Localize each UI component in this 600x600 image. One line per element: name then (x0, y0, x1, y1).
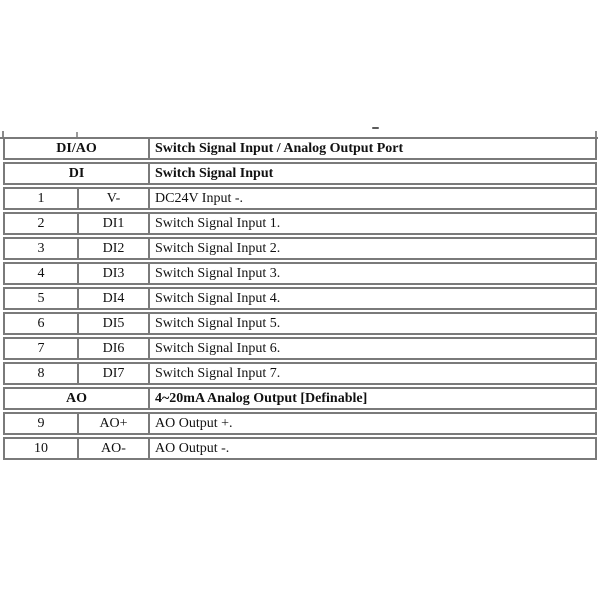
signal-name-cell: AO+ (77, 414, 148, 433)
pin-number-cell: 9 (37, 415, 45, 431)
description-cell: Switch Signal Input 5. (148, 314, 595, 333)
table-row (3, 187, 597, 210)
description-cell: Switch Signal Input 1. (148, 214, 595, 233)
signal-name-cell: DI3 (77, 264, 148, 283)
signal-name-cell: DI6 (77, 339, 148, 358)
pin-number-cell: 5 (37, 290, 45, 306)
pin-number-cell: 4 (37, 265, 45, 281)
signal-name-cell: V- (77, 189, 148, 208)
signal-name-cell: DI5 (77, 314, 148, 333)
signal-name-cell: DI2 (77, 239, 148, 258)
section-row-di (3, 162, 597, 185)
table-row (3, 437, 597, 460)
table-row (3, 337, 597, 360)
signal-name-cell: DI7 (77, 364, 148, 383)
pin-number-cell: 6 (37, 315, 45, 331)
pin-definition-table (3, 137, 597, 460)
section-row-di-ao (3, 137, 597, 160)
table-row (3, 412, 597, 435)
description-cell: Switch Signal Input 6. (148, 339, 595, 358)
pin-number-cell: 8 (37, 365, 45, 381)
pin-number-cell: 3 (37, 240, 45, 256)
description-cell: AO Output +. (148, 414, 595, 433)
table-row (3, 312, 597, 335)
table-row (3, 262, 597, 285)
table-row (3, 237, 597, 260)
section-description: 4~20mA Analog Output [Definable] (148, 389, 595, 408)
section-label: AO (66, 390, 87, 406)
signal-name-cell: DI4 (77, 289, 148, 308)
section-label: DI/AO (56, 140, 97, 156)
table-row (3, 362, 597, 385)
description-cell: Switch Signal Input 3. (148, 264, 595, 283)
description-cell: Switch Signal Input 7. (148, 364, 595, 383)
pin-number-cell: 1 (37, 190, 45, 206)
cutoff-text-fragment (372, 127, 379, 129)
section-description: Switch Signal Input (148, 164, 595, 183)
description-cell: Switch Signal Input 2. (148, 239, 595, 258)
signal-name-cell: AO- (77, 439, 148, 458)
table-row (3, 212, 597, 235)
section-row-ao (3, 387, 597, 410)
description-cell: Switch Signal Input 4. (148, 289, 595, 308)
pin-number-cell: 2 (37, 215, 45, 231)
table-row (3, 287, 597, 310)
pin-number-cell: 10 (34, 440, 48, 456)
description-cell: DC24V Input -. (148, 189, 595, 208)
section-description: Switch Signal Input / Analog Output Port (148, 139, 595, 158)
section-label: DI (68, 165, 85, 181)
description-cell: AO Output -. (148, 439, 595, 458)
signal-name-cell: DI1 (77, 214, 148, 233)
pin-number-cell: 7 (37, 340, 45, 356)
